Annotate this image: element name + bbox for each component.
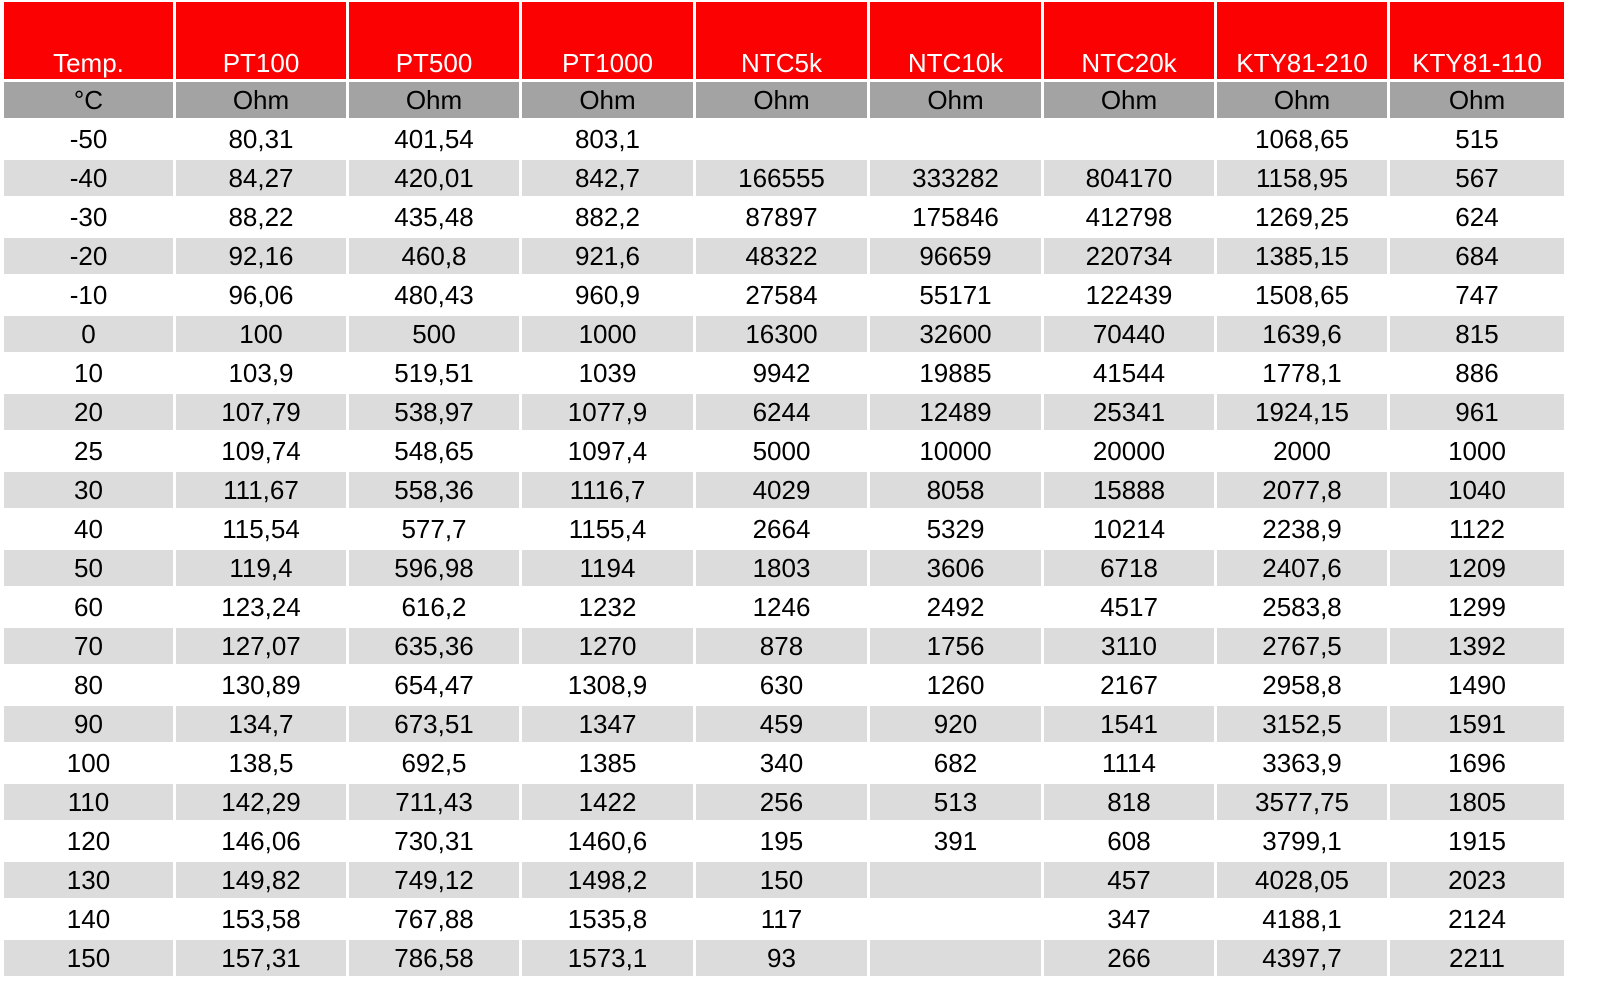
cell-ntc5k: 340 [696, 745, 870, 784]
cell-kty81-110: 1299 [1390, 589, 1564, 628]
table-row [4, 238, 1564, 277]
cell-temp: 50 [4, 550, 176, 589]
cell-ntc5k: 4029 [696, 472, 870, 511]
cell-kty81-110: 2124 [1390, 901, 1564, 940]
cell-kty81-210: 2407,6 [1217, 550, 1390, 589]
cell-kty81-210: 1158,95 [1217, 160, 1390, 199]
cell-ntc20k: 608 [1044, 823, 1217, 862]
cell-kty81-210: 4188,1 [1217, 901, 1390, 940]
cell-kty81-110: 1805 [1390, 784, 1564, 823]
table-row [4, 160, 1564, 199]
cell-pt100: 109,74 [176, 433, 349, 472]
cell-pt100: 153,58 [176, 901, 349, 940]
cell-ntc10k: 920 [870, 706, 1044, 745]
cell-ntc20k: 15888 [1044, 472, 1217, 511]
cell-temp: 130 [4, 862, 176, 901]
cell-ntc10k: 513 [870, 784, 1044, 823]
cell-kty81-110: 1040 [1390, 472, 1564, 511]
cell-pt100: 157,31 [176, 940, 349, 979]
cell-kty81-210: 2000 [1217, 433, 1390, 472]
cell-kty81-110: 815 [1390, 316, 1564, 355]
cell-ntc10k: 2492 [870, 589, 1044, 628]
cell-temp: 40 [4, 511, 176, 550]
table-row [4, 745, 1564, 784]
cell-kty81-110: 1122 [1390, 511, 1564, 550]
cell-ntc5k: 93 [696, 940, 870, 979]
cell-kty81-210: 1639,6 [1217, 316, 1390, 355]
cell-pt1000: 1000 [522, 316, 696, 355]
cell-ntc10k: 175846 [870, 199, 1044, 238]
cell-ntc5k: 6244 [696, 394, 870, 433]
cell-ntc5k: 878 [696, 628, 870, 667]
cell-pt1000: 1460,6 [522, 823, 696, 862]
cell-pt500: 692,5 [349, 745, 522, 784]
cell-pt500: 749,12 [349, 862, 522, 901]
cell-ntc10k: 19885 [870, 355, 1044, 394]
cell-kty81-110: 747 [1390, 277, 1564, 316]
cell-ntc10k: 10000 [870, 433, 1044, 472]
cell-ntc20k: 122439 [1044, 277, 1217, 316]
cell-pt500: 500 [349, 316, 522, 355]
cell-pt500: 558,36 [349, 472, 522, 511]
cell-pt1000: 803,1 [522, 121, 696, 160]
cell-pt1000: 1270 [522, 628, 696, 667]
cell-pt1000: 1039 [522, 355, 696, 394]
cell-pt100: 103,9 [176, 355, 349, 394]
cell-ntc5k: 5000 [696, 433, 870, 472]
cell-temp: 30 [4, 472, 176, 511]
cell-ntc20k [1044, 121, 1217, 160]
cell-kty81-110: 567 [1390, 160, 1564, 199]
cell-ntc20k: 25341 [1044, 394, 1217, 433]
cell-ntc20k: 1114 [1044, 745, 1217, 784]
cell-ntc10k: 1260 [870, 667, 1044, 706]
cell-ntc10k [870, 901, 1044, 940]
cell-kty81-110: 1209 [1390, 550, 1564, 589]
cell-pt500: 786,58 [349, 940, 522, 979]
column-header-pt500: PT500 [349, 2, 522, 82]
cell-kty81-110: 961 [1390, 394, 1564, 433]
table-row [4, 316, 1564, 355]
cell-ntc10k: 1756 [870, 628, 1044, 667]
cell-pt500: 635,36 [349, 628, 522, 667]
cell-temp: 150 [4, 940, 176, 979]
cell-ntc5k: 150 [696, 862, 870, 901]
cell-temp: 120 [4, 823, 176, 862]
cell-temp: 140 [4, 901, 176, 940]
cell-temp: 100 [4, 745, 176, 784]
cell-kty81-110: 1490 [1390, 667, 1564, 706]
cell-ntc20k: 41544 [1044, 355, 1217, 394]
cell-kty81-210: 2077,8 [1217, 472, 1390, 511]
unit-row [4, 82, 1564, 121]
column-header-ntc20k: NTC20k [1044, 2, 1217, 82]
cell-pt1000: 1155,4 [522, 511, 696, 550]
cell-ntc5k: 1246 [696, 589, 870, 628]
cell-pt100: 130,89 [176, 667, 349, 706]
cell-ntc5k: 459 [696, 706, 870, 745]
cell-ntc10k: 3606 [870, 550, 1044, 589]
cell-kty81-110: 886 [1390, 355, 1564, 394]
cell-pt1000: 1194 [522, 550, 696, 589]
cell-pt1000: 1308,9 [522, 667, 696, 706]
cell-ntc10k: 5329 [870, 511, 1044, 550]
unit-cell-kty81-210: Ohm [1217, 82, 1390, 121]
cell-pt500: 538,97 [349, 394, 522, 433]
cell-pt100: 127,07 [176, 628, 349, 667]
cell-pt100: 107,79 [176, 394, 349, 433]
cell-pt100: 142,29 [176, 784, 349, 823]
cell-pt1000: 1385 [522, 745, 696, 784]
cell-ntc5k: 166555 [696, 160, 870, 199]
table-row [4, 784, 1564, 823]
table-row [4, 472, 1564, 511]
column-header-ntc10k: NTC10k [870, 2, 1044, 82]
cell-pt1000: 960,9 [522, 277, 696, 316]
cell-ntc10k: 12489 [870, 394, 1044, 433]
cell-ntc5k: 87897 [696, 199, 870, 238]
cell-ntc20k: 70440 [1044, 316, 1217, 355]
cell-kty81-210: 3577,75 [1217, 784, 1390, 823]
column-header-kty81-210: KTY81-210 [1217, 2, 1390, 82]
cell-pt100: 134,7 [176, 706, 349, 745]
column-header-kty81-110: KTY81-110 [1390, 2, 1564, 82]
cell-temp: 20 [4, 394, 176, 433]
unit-cell-ntc10k: Ohm [870, 82, 1044, 121]
cell-pt1000: 1116,7 [522, 472, 696, 511]
cell-pt100: 123,24 [176, 589, 349, 628]
cell-pt500: 460,8 [349, 238, 522, 277]
cell-kty81-210: 1068,65 [1217, 121, 1390, 160]
cell-kty81-210: 1269,25 [1217, 199, 1390, 238]
cell-kty81-110: 1915 [1390, 823, 1564, 862]
table-row [4, 199, 1564, 238]
cell-temp: 90 [4, 706, 176, 745]
cell-ntc20k: 347 [1044, 901, 1217, 940]
cell-kty81-210: 4028,05 [1217, 862, 1390, 901]
cell-ntc20k: 4517 [1044, 589, 1217, 628]
cell-ntc10k [870, 940, 1044, 979]
cell-pt500: 654,47 [349, 667, 522, 706]
cell-temp: 0 [4, 316, 176, 355]
cell-ntc20k: 2167 [1044, 667, 1217, 706]
cell-kty81-210: 2238,9 [1217, 511, 1390, 550]
cell-ntc10k [870, 121, 1044, 160]
cell-kty81-210: 3799,1 [1217, 823, 1390, 862]
cell-pt500: 401,54 [349, 121, 522, 160]
cell-ntc20k: 457 [1044, 862, 1217, 901]
cell-ntc20k: 20000 [1044, 433, 1217, 472]
cell-pt1000: 1347 [522, 706, 696, 745]
cell-ntc10k [870, 862, 1044, 901]
unit-cell-ntc20k: Ohm [1044, 82, 1217, 121]
cell-kty81-210: 2767,5 [1217, 628, 1390, 667]
cell-ntc5k: 1803 [696, 550, 870, 589]
cell-kty81-210: 2583,8 [1217, 589, 1390, 628]
cell-pt100: 96,06 [176, 277, 349, 316]
table-row [4, 550, 1564, 589]
cell-pt100: 92,16 [176, 238, 349, 277]
unit-cell-ntc5k: Ohm [696, 82, 870, 121]
cell-pt100: 115,54 [176, 511, 349, 550]
cell-pt1000: 1535,8 [522, 901, 696, 940]
column-header-temp: Temp. [4, 2, 176, 82]
table-row [4, 121, 1564, 160]
cell-temp: 110 [4, 784, 176, 823]
cell-kty81-210: 1385,15 [1217, 238, 1390, 277]
table-row [4, 706, 1564, 745]
cell-ntc5k: 195 [696, 823, 870, 862]
cell-ntc5k: 48322 [696, 238, 870, 277]
table-row [4, 862, 1564, 901]
cell-pt500: 711,43 [349, 784, 522, 823]
cell-pt500: 480,43 [349, 277, 522, 316]
cell-temp: -50 [4, 121, 176, 160]
resistance-table [4, 2, 1564, 979]
cell-kty81-210: 2958,8 [1217, 667, 1390, 706]
cell-ntc20k: 412798 [1044, 199, 1217, 238]
cell-pt100: 100 [176, 316, 349, 355]
table-row [4, 628, 1564, 667]
table-row [4, 355, 1564, 394]
cell-pt1000: 842,7 [522, 160, 696, 199]
cell-temp: 80 [4, 667, 176, 706]
cell-ntc5k [696, 121, 870, 160]
cell-pt500: 548,65 [349, 433, 522, 472]
cell-temp: 10 [4, 355, 176, 394]
cell-pt100: 111,67 [176, 472, 349, 511]
cell-pt500: 420,01 [349, 160, 522, 199]
cell-pt100: 88,22 [176, 199, 349, 238]
cell-pt500: 616,2 [349, 589, 522, 628]
cell-ntc20k: 6718 [1044, 550, 1217, 589]
cell-ntc20k: 818 [1044, 784, 1217, 823]
table-row [4, 589, 1564, 628]
cell-ntc5k: 117 [696, 901, 870, 940]
cell-ntc20k: 1541 [1044, 706, 1217, 745]
unit-cell-pt100: Ohm [176, 82, 349, 121]
cell-kty81-210: 1924,15 [1217, 394, 1390, 433]
table-row [4, 940, 1564, 979]
cell-kty81-110: 1392 [1390, 628, 1564, 667]
cell-pt100: 119,4 [176, 550, 349, 589]
cell-pt500: 519,51 [349, 355, 522, 394]
cell-ntc10k: 32600 [870, 316, 1044, 355]
table-row [4, 901, 1564, 940]
cell-kty81-110: 1696 [1390, 745, 1564, 784]
cell-kty81-110: 1591 [1390, 706, 1564, 745]
cell-pt500: 767,88 [349, 901, 522, 940]
cell-pt500: 577,7 [349, 511, 522, 550]
cell-pt1000: 921,6 [522, 238, 696, 277]
cell-ntc5k: 9942 [696, 355, 870, 394]
cell-kty81-210: 3363,9 [1217, 745, 1390, 784]
cell-ntc10k: 96659 [870, 238, 1044, 277]
cell-kty81-110: 1000 [1390, 433, 1564, 472]
cell-temp: 25 [4, 433, 176, 472]
cell-ntc5k: 2664 [696, 511, 870, 550]
table-row [4, 511, 1564, 550]
cell-temp: -10 [4, 277, 176, 316]
cell-pt500: 596,98 [349, 550, 522, 589]
unit-cell-kty81-110: Ohm [1390, 82, 1564, 121]
cell-ntc5k: 27584 [696, 277, 870, 316]
cell-temp: 60 [4, 589, 176, 628]
cell-pt100: 149,82 [176, 862, 349, 901]
table-row [4, 277, 1564, 316]
column-header-pt1000: PT1000 [522, 2, 696, 82]
cell-ntc5k: 16300 [696, 316, 870, 355]
cell-kty81-110: 2211 [1390, 940, 1564, 979]
table-body [4, 121, 1564, 979]
cell-kty81-110: 684 [1390, 238, 1564, 277]
table-row [4, 394, 1564, 433]
cell-pt1000: 1077,9 [522, 394, 696, 433]
cell-pt1000: 1498,2 [522, 862, 696, 901]
column-header-pt100: PT100 [176, 2, 349, 82]
cell-ntc20k: 3110 [1044, 628, 1217, 667]
cell-ntc20k: 220734 [1044, 238, 1217, 277]
cell-pt1000: 1573,1 [522, 940, 696, 979]
cell-temp: -20 [4, 238, 176, 277]
cell-pt1000: 882,2 [522, 199, 696, 238]
column-name-row [4, 2, 1564, 82]
cell-ntc20k: 10214 [1044, 511, 1217, 550]
cell-ntc20k: 804170 [1044, 160, 1217, 199]
cell-pt100: 138,5 [176, 745, 349, 784]
cell-temp: -30 [4, 199, 176, 238]
column-header-ntc5k: NTC5k [696, 2, 870, 82]
cell-pt500: 435,48 [349, 199, 522, 238]
cell-kty81-210: 4397,7 [1217, 940, 1390, 979]
cell-pt100: 80,31 [176, 121, 349, 160]
cell-pt1000: 1422 [522, 784, 696, 823]
cell-ntc10k: 333282 [870, 160, 1044, 199]
cell-ntc10k: 8058 [870, 472, 1044, 511]
cell-pt1000: 1232 [522, 589, 696, 628]
table-row [4, 667, 1564, 706]
cell-temp: -40 [4, 160, 176, 199]
cell-pt100: 146,06 [176, 823, 349, 862]
cell-pt500: 673,51 [349, 706, 522, 745]
cell-kty81-210: 3152,5 [1217, 706, 1390, 745]
cell-ntc5k: 630 [696, 667, 870, 706]
cell-kty81-210: 1778,1 [1217, 355, 1390, 394]
cell-pt100: 84,27 [176, 160, 349, 199]
table-row [4, 433, 1564, 472]
cell-temp: 70 [4, 628, 176, 667]
cell-pt1000: 1097,4 [522, 433, 696, 472]
cell-ntc5k: 256 [696, 784, 870, 823]
cell-kty81-210: 1508,65 [1217, 277, 1390, 316]
table-row [4, 823, 1564, 862]
cell-kty81-110: 624 [1390, 199, 1564, 238]
unit-cell-temp: °C [4, 82, 176, 121]
cell-kty81-110: 515 [1390, 121, 1564, 160]
cell-ntc10k: 55171 [870, 277, 1044, 316]
cell-ntc10k: 682 [870, 745, 1044, 784]
cell-kty81-110: 2023 [1390, 862, 1564, 901]
cell-pt500: 730,31 [349, 823, 522, 862]
cell-ntc20k: 266 [1044, 940, 1217, 979]
cell-ntc10k: 391 [870, 823, 1044, 862]
unit-cell-pt1000: Ohm [522, 82, 696, 121]
unit-cell-pt500: Ohm [349, 82, 522, 121]
